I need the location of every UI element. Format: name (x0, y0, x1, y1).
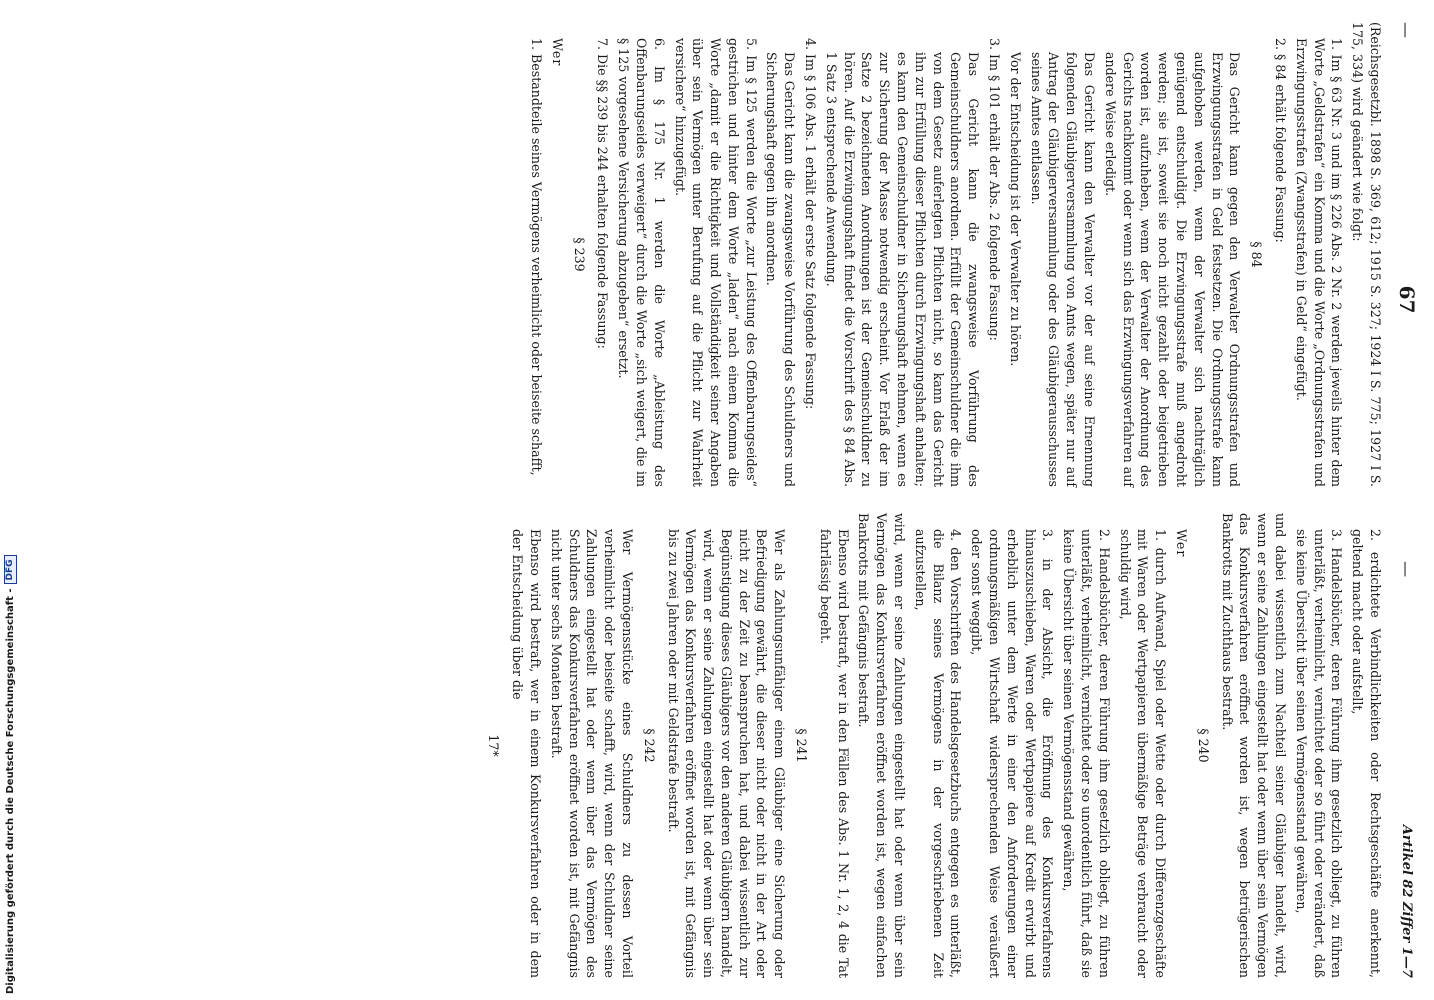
section-heading: § 239 (571, 237, 587, 272)
paragraph: 2. § 84 erhält folgende Fassung: (1273, 38, 1289, 243)
paragraph: 2. erdichtete Verbindlichkeiten oder Rechtsgeschäfte anerkennt, geltend macht oder aufstellt, (1350, 529, 1383, 978)
paragraph: 3. in der Absicht, die Eröffnung des Konkursverfahrens hinauszuschieben, Waren oder Wertpapiere auf Kredit erwirbt und erheblich unter dem Werte in einer den Anforderungen einer ordnungsmäßigen Wirtschaft widersprechenden Weise veräußert oder sonst weggibt, (969, 529, 1056, 978)
dfg-logo: DFG (4, 555, 17, 584)
paragraph: 3. Im § 101 erhält der Abs. 2 folgende Fassung: (987, 38, 1003, 341)
paragraph: 5. Im § 125 werden die Worte „zur Leistung des Offenbarungseides“ gestrichen und hinter dem Worte „laden“ nach einem Komma die Worte „damit er die Richtigkeit und Vollständigkeit seiner Angaben über sein Vermögen unter Berufung auf die Pflicht zur Wahrheit versichere“ hinzugefügt. (672, 38, 759, 487)
right-column (481, 513, 1384, 978)
paragraph: Das Gericht kann gegen den Verwalter Ordnungsstrafen und Erzwingungsstrafen in Geld festsetzen. Die Ordnungsstrafe kann aufgehoben werden, wenn der Verwalter sich nachträglich genügend entschuldigt. Die Erzwingungsstrafe muß angedroht werden; sie ist, soweit sie noch nicht gezahlt oder beigetrieben worden ist, aufzuheben, wenn der Verwalter der Anordnung des Gerichts nachkommt oder wenn sich das Erzwingungsverfahren auf andere Weise erledigt. (1102, 52, 1243, 487)
paragraph: 4. den Vorschriften des Handelsgesetzbuchs entgegen es unterläßt, die Bilanz seines Vermögens in der vorgeschriebenen Zeit aufzustellen, (912, 529, 964, 978)
paragraph: Das Gericht kann die zwangsweise Vorführung des Gemeinschuldners anordnen. Erfüllt der Gemeinschuldner die ihm von dem Gesetz auferlegten Pflichten nicht, so kann das Gericht ihn zur Erfüllung dieser Pflichten durch Erzwingungshaft anhalten; es kann den Gemeinschuldner in Sicherungshaft nehmen, wenn es zur Sicherung der Masse notwendig erscheint. Vor Erlaß der im Satze 2 bezeichneten Anordnungen ist der Gemeinschuldner zu hören. Auf die Erzwingungshaft findet die Vorschrift des § 84 Abs. 1 Satz 3 entsprechende Anwendung. (823, 52, 982, 487)
page-number: 67 (1394, 285, 1419, 314)
paragraph: 1. Bestandteile seines Vermögens verheimlicht oder beiseite schafft, (528, 38, 544, 476)
document-page (24, 0, 1434, 1000)
paragraph: Das Gericht kann die zwangsweise Vorführung des Schuldners und Sicherungshaft gegen ihn anordnen. (764, 52, 798, 487)
section-heading: § 241 (794, 728, 810, 763)
paragraph: Ebenso wird bestraft, wer in einem Konkursverfahren oder in dem der Entscheidung über die (510, 529, 543, 978)
paragraph: Wer (1174, 529, 1190, 558)
paragraph: und dabei wissentlich zum Nachteil seiner Gläubiger handelt, wird, wenn er seine Zahlungen eingestellt hat oder wenn über sein Vermögen das Konkursverfahren eröffnet worden ist, wegen betrügerischen Bankrotts mit Zuchthaus bestraft. (1219, 513, 1289, 978)
paragraph: 7. Die §§ 239 bis 244 erhalten folgende Fassung: (595, 38, 611, 349)
signature-mark: 17* (486, 734, 502, 757)
header-dash-left: — (1396, 22, 1416, 38)
paragraph: 2. Handelsbücher, deren Führung ihm gesetzlich obliegt, zu führen unterläßt, verheimlicht, vernichtet oder so unordentlich führt, daß sie keine Übersicht über seinen Vermögensstand gewähren, (1061, 529, 1112, 978)
paragraph: 4. Im § 106 Abs. 1 erhält der erste Satz folgende Fassung: (803, 38, 819, 410)
running-head: Artikel 82 Ziffer 1—7 (1398, 824, 1414, 978)
paragraph: Wer als Zahlungsunfähiger einem Gläubiger eine Sicherung oder Befriedigung gewährt, die dieser nicht oder nicht in der Art oder nicht zu der Zeit zu beanspruchen hat, und dabei wissentlich zur Begünstigung dieses Gläubigers vor den anderen Gläubigern handelt, wird, wenn er seine Zahlungen eingestellt hat oder wenn über sein Vermögen das Konkursverfahren eröffnet worden ist, mit Gefängnis bis zu zwei Jahren oder mit Geldstrafe bestraft. (665, 529, 788, 978)
paragraph: 3. Handelsbücher, deren Führung ihm gesetzlich obliegt, zu führen unterläßt, verheimlicht, vernichtet oder so führt oder verändert, daß sie keine Übersicht über seinen Vermögensstand gewähren, (1293, 529, 1345, 978)
paragraph: Wer Vermögensstücke eines Schuldners zu dessen Vorteil verheimlicht oder beiseite schafft, wird, wenn der Schuldner seine Zahlungen eingestellt hat oder wenn über das Vermögen des Schuldners das Konkursverfahren eröffnet worden ist, mit Gefängnis nicht unter sechs Monaten bestraft. (548, 529, 635, 978)
paragraph: wird, wenn er seine Zahlungen eingestellt hat oder wenn über sein Vermögen das Konkursverfahren eröffnet worden ist, wegen einfachen Bankrotts mit Gefängnis bestraft. (856, 513, 908, 978)
paragraph: Ebenso wird bestraft, wer in den Fällen des Abs. 1 Nr. 1, 2, 4 die Tat fahrlässig begeht. (817, 529, 851, 978)
left-column (481, 22, 1384, 487)
page-header (1392, 22, 1420, 978)
paragraph: 1. Im § 63 Nr. 3 und im § 226 Abs. 2 Nr. 2 werden jeweils hinter dem Worte „Geldstrafen“ ein Komma und die Worte „Ordnungsstrafen und Erzwingungsstrafen (Zwangsstrafen) in Geld“ eingefügt. (1293, 38, 1345, 487)
paragraph: 6. Im § 175 Nr. 1 werden die Worte „Ableistung des Offenbarungseides verweigert“ durch die Worte „sich weigert, die im § 125 vorgesehene Versicherung abzugeben“ ersetzt. (616, 38, 667, 487)
paragraph: Wer (549, 38, 565, 67)
header-dash-right: — (1396, 561, 1416, 578)
paragraph: 1. durch Aufwand, Spiel oder Wette oder durch Differenzgeschäfte mit Waren oder Wertpapieren übermäßige Beträge verbraucht oder schuldig wird, (1117, 529, 1169, 978)
paragraph: (Reichsgesetzbl. 1898 S. 369, 612; 1915 S. 327; 1924 I S. 775; 1927 I S. 175, 334) wird geändert wie folgt: (1350, 22, 1383, 487)
paragraph: Das Gericht kann den Verwalter vor der auf seine Ernennung folgenden Gläubigerversammlung von Amts wegen, später nur auf Antrag der Gläubigerversammlung oder des Gläubigerausschusses seines Amtes entlassen. (1028, 52, 1098, 487)
digitization-text: Digitalisierung gefördert durch die Deutsche Forschungsgemeinschaft - (4, 588, 16, 994)
section-heading: § 84 (1249, 241, 1265, 268)
section-heading: § 240 (1195, 728, 1211, 763)
paragraph: Vor der Entscheidung ist der Verwalter zu hören. (1007, 52, 1023, 367)
section-heading: § 242 (641, 728, 657, 763)
footer-digitization-note (0, 0, 20, 1000)
